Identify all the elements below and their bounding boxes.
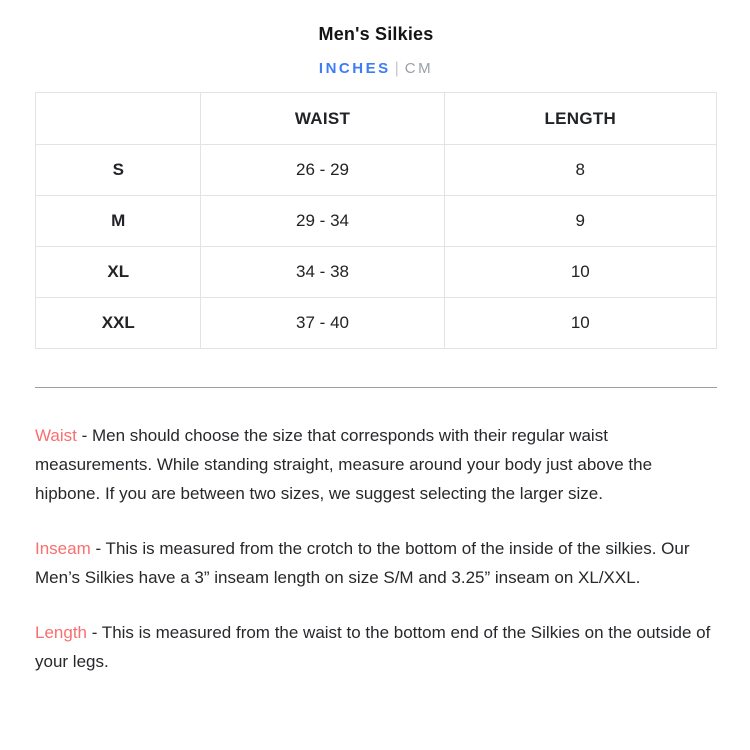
table-row <box>36 196 717 247</box>
table-row <box>36 145 717 196</box>
length-description <box>35 618 717 676</box>
waist-value: 37 - 40 <box>201 298 444 349</box>
waist-value: 29 - 34 <box>201 196 444 247</box>
waist-description-text: - Men should choose the size that corresponds with their regular waist measurements. While standing straight, measure around your body just above the hipbone. If you are between two sizes, we suggest selecting the larger size. <box>35 426 653 503</box>
length-value: 10 <box>444 247 716 298</box>
column-header-length: LENGTH <box>444 93 716 145</box>
waist-term-label: Waist <box>35 426 77 445</box>
length-description-text: - This is measured from the waist to the bottom end of the Silkies on the outside of your legs. <box>35 623 711 671</box>
inseam-description <box>35 534 717 592</box>
page-title: Men's Silkies <box>318 24 434 44</box>
waist-value: 34 - 38 <box>201 247 444 298</box>
size-label: M <box>36 196 201 247</box>
unit-toggle-separator: | <box>394 60 399 77</box>
size-label: XL <box>36 247 201 298</box>
size-label: XXL <box>36 298 201 349</box>
inseam-description-text: - This is measured from the crotch to the bottom of the inside of the silkies. Our Men’s Silkies have a 3” inseam length on size S/M and 3.25” inseam on XL/XXL. <box>35 539 690 587</box>
unit-toggle <box>35 60 717 78</box>
measurement-descriptions <box>35 421 717 676</box>
table-row <box>36 298 717 349</box>
inseam-term-label: Inseam <box>35 539 91 558</box>
unit-toggle-cm[interactable]: CM <box>404 60 434 77</box>
table-header-row <box>36 93 717 145</box>
waist-value: 26 - 29 <box>201 145 444 196</box>
section-divider <box>35 387 717 388</box>
length-value: 9 <box>444 196 716 247</box>
length-value: 8 <box>444 145 716 196</box>
column-header-size <box>36 93 201 145</box>
length-value: 10 <box>444 298 716 349</box>
column-header-waist: WAIST <box>201 93 444 145</box>
waist-description <box>35 421 717 508</box>
unit-toggle-inches[interactable]: INCHES <box>318 60 391 77</box>
length-term-label: Length <box>35 623 87 642</box>
table-row <box>36 247 717 298</box>
size-label: S <box>36 145 201 196</box>
size-chart-table <box>35 92 717 349</box>
